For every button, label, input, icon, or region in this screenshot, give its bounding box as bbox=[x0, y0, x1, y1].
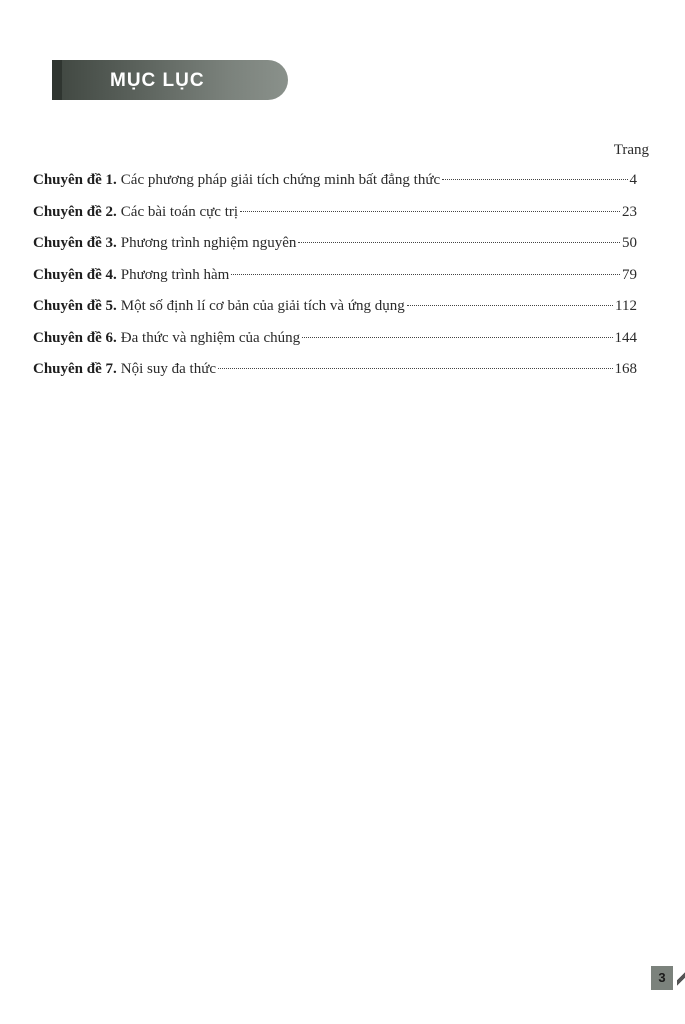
corner-decoration bbox=[677, 964, 685, 992]
dot-leader bbox=[442, 179, 627, 180]
dot-leader bbox=[240, 211, 620, 212]
table-of-contents bbox=[33, 170, 637, 391]
toc-entry-label: Chuyên đề 5. bbox=[33, 298, 117, 314]
toc-entry-title: Nội suy đa thức bbox=[120, 361, 216, 377]
toc-entry-page: 79 bbox=[622, 266, 637, 283]
toc-entry-label: Chuyên đề 6. bbox=[33, 329, 117, 346]
toc-entry-title: Phương trình nghiệm nguyên bbox=[120, 235, 297, 251]
toc-entry-page: 23 bbox=[622, 203, 637, 220]
toc-entry-label: Chuyên đề 7. bbox=[33, 361, 117, 377]
toc-entry-page: 112 bbox=[615, 298, 637, 314]
page-column-label: Trang bbox=[613, 142, 649, 158]
toc-entry-6[interactable] bbox=[33, 328, 637, 360]
page-number-box bbox=[651, 966, 673, 990]
page-title: MỤC LỤC bbox=[110, 70, 205, 91]
toc-entry-title: Đa thức và nghiệm của chúng bbox=[120, 329, 301, 346]
toc-entry-page: 168 bbox=[614, 361, 637, 377]
toc-entry-title: Các bài toán cực trị bbox=[120, 203, 239, 220]
toc-entry-5[interactable] bbox=[33, 296, 637, 328]
toc-entry-title: Các phương pháp giải tích chứng minh bất đẳng thức bbox=[120, 172, 441, 188]
toc-entry-3[interactable] bbox=[33, 233, 637, 265]
toc-entry-page: 50 bbox=[622, 235, 637, 251]
dot-leader bbox=[407, 305, 613, 306]
toc-entry-label: Chuyên đề 4. bbox=[33, 266, 117, 283]
toc-entry-page: 144 bbox=[614, 329, 637, 346]
toc-entry-title: Phương trình hàm bbox=[120, 266, 230, 283]
toc-entry-title: Một số định lí cơ bản của giải tích và ứng dụng bbox=[120, 298, 405, 314]
dot-leader bbox=[218, 368, 613, 369]
toc-entry-page: 4 bbox=[629, 172, 637, 188]
dot-leader bbox=[302, 337, 612, 338]
toc-entry-7[interactable] bbox=[33, 359, 637, 391]
toc-entry-4[interactable] bbox=[33, 265, 637, 297]
toc-entry-1[interactable] bbox=[33, 170, 637, 202]
dot-leader bbox=[298, 242, 620, 243]
toc-entry-label: Chuyên đề 2. bbox=[33, 203, 117, 220]
toc-entry-2[interactable] bbox=[33, 202, 637, 234]
toc-entry-label: Chuyên đề 1. bbox=[33, 172, 117, 188]
page-number: 3 bbox=[658, 970, 666, 985]
toc-entry-label: Chuyên đề 3. bbox=[33, 235, 117, 251]
dot-leader bbox=[231, 274, 620, 275]
